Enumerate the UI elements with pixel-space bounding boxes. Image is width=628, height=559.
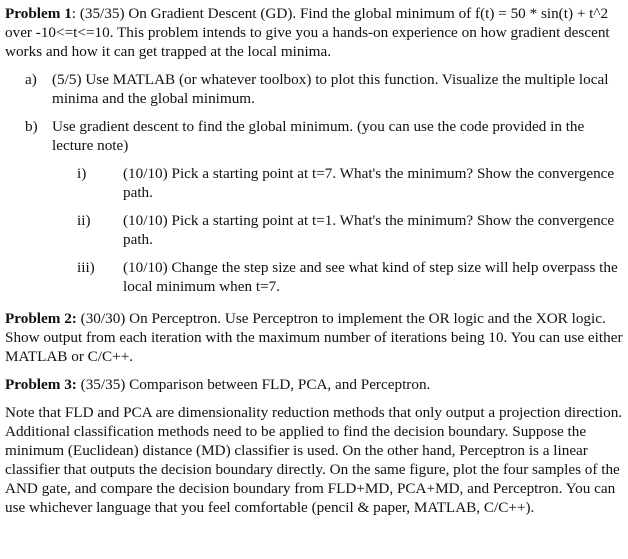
problem-2-heading: Problem 2: [5, 310, 77, 327]
problem-1-heading: Problem 1 [5, 5, 72, 22]
part-b-item-ii [5, 211, 623, 249]
part-a-text: (5/5) Use MATLAB (or whatever toolbox) to plot this function. Visualize the multiple local minima and the global minimum. [52, 71, 609, 107]
problem-3 [5, 375, 623, 394]
problem-1-text: : (35/35) On Gradient Descent (GD). Find the global minimum of f(t) = 50 * sin(t) + t^2 over -10<=t<=10. This problem intends to give you a hands-on experience on how gradient descent works and how it can get trapped at the local minima. [5, 5, 610, 60]
item-iii-text: (10/10) Change the step size and see what kind of step size will help overpass the local minimum when t=7. [123, 259, 618, 295]
item-i-text: (10/10) Pick a starting point at t=7. What's the minimum? Show the convergence path. [123, 165, 615, 201]
item-ii-label: ii) [77, 212, 91, 229]
part-b-text: Use gradient descent to find the global minimum. (you can use the code provided in the lecture note) [52, 118, 585, 154]
item-ii-text: (10/10) Pick a starting point at t=1. What's the minimum? Show the convergence path. [123, 212, 615, 248]
problem-1-intro [5, 4, 623, 61]
problem-3-heading: Problem 3: [5, 376, 77, 393]
problem-1-part-a [5, 70, 623, 108]
problem-1-part-b [5, 117, 623, 155]
part-a-label: a) [25, 71, 37, 88]
part-b-label: b) [25, 118, 38, 135]
item-iii-label: iii) [77, 259, 95, 276]
part-b-item-i [5, 164, 623, 202]
problem-3-text: (35/35) Comparison between FLD, PCA, and Perceptron. [76, 376, 431, 393]
problem-2 [5, 309, 623, 366]
assignment-document [5, 4, 623, 517]
problem-3-note: Note that FLD and PCA are dimensionality reduction methods that only output a projection direction. Additional classification methods need to be applied to find the decision boundary. Suppose the minimum (Euclidean) distance (MD) classifier is used. On the other hand, Perceptron is a linear classifier that outputs the decision boundary directly. On the same figure, plot the four samples of the AND gate, and compare the decision boundary from FLD+MD, PCA+MD, and Perceptron. You can use whichever language that you feel comfortable (pencil & paper, MATLAB, C/C++). [5, 404, 623, 516]
item-i-label: i) [77, 165, 87, 182]
part-b-item-iii [5, 258, 623, 296]
problem-2-text: (30/30) On Perceptron. Use Perceptron to implement the OR logic and the XOR logic. Show output from each iteration with the maximum number of iterations being 10. You can use either MATLAB or C/C++. [5, 310, 623, 365]
